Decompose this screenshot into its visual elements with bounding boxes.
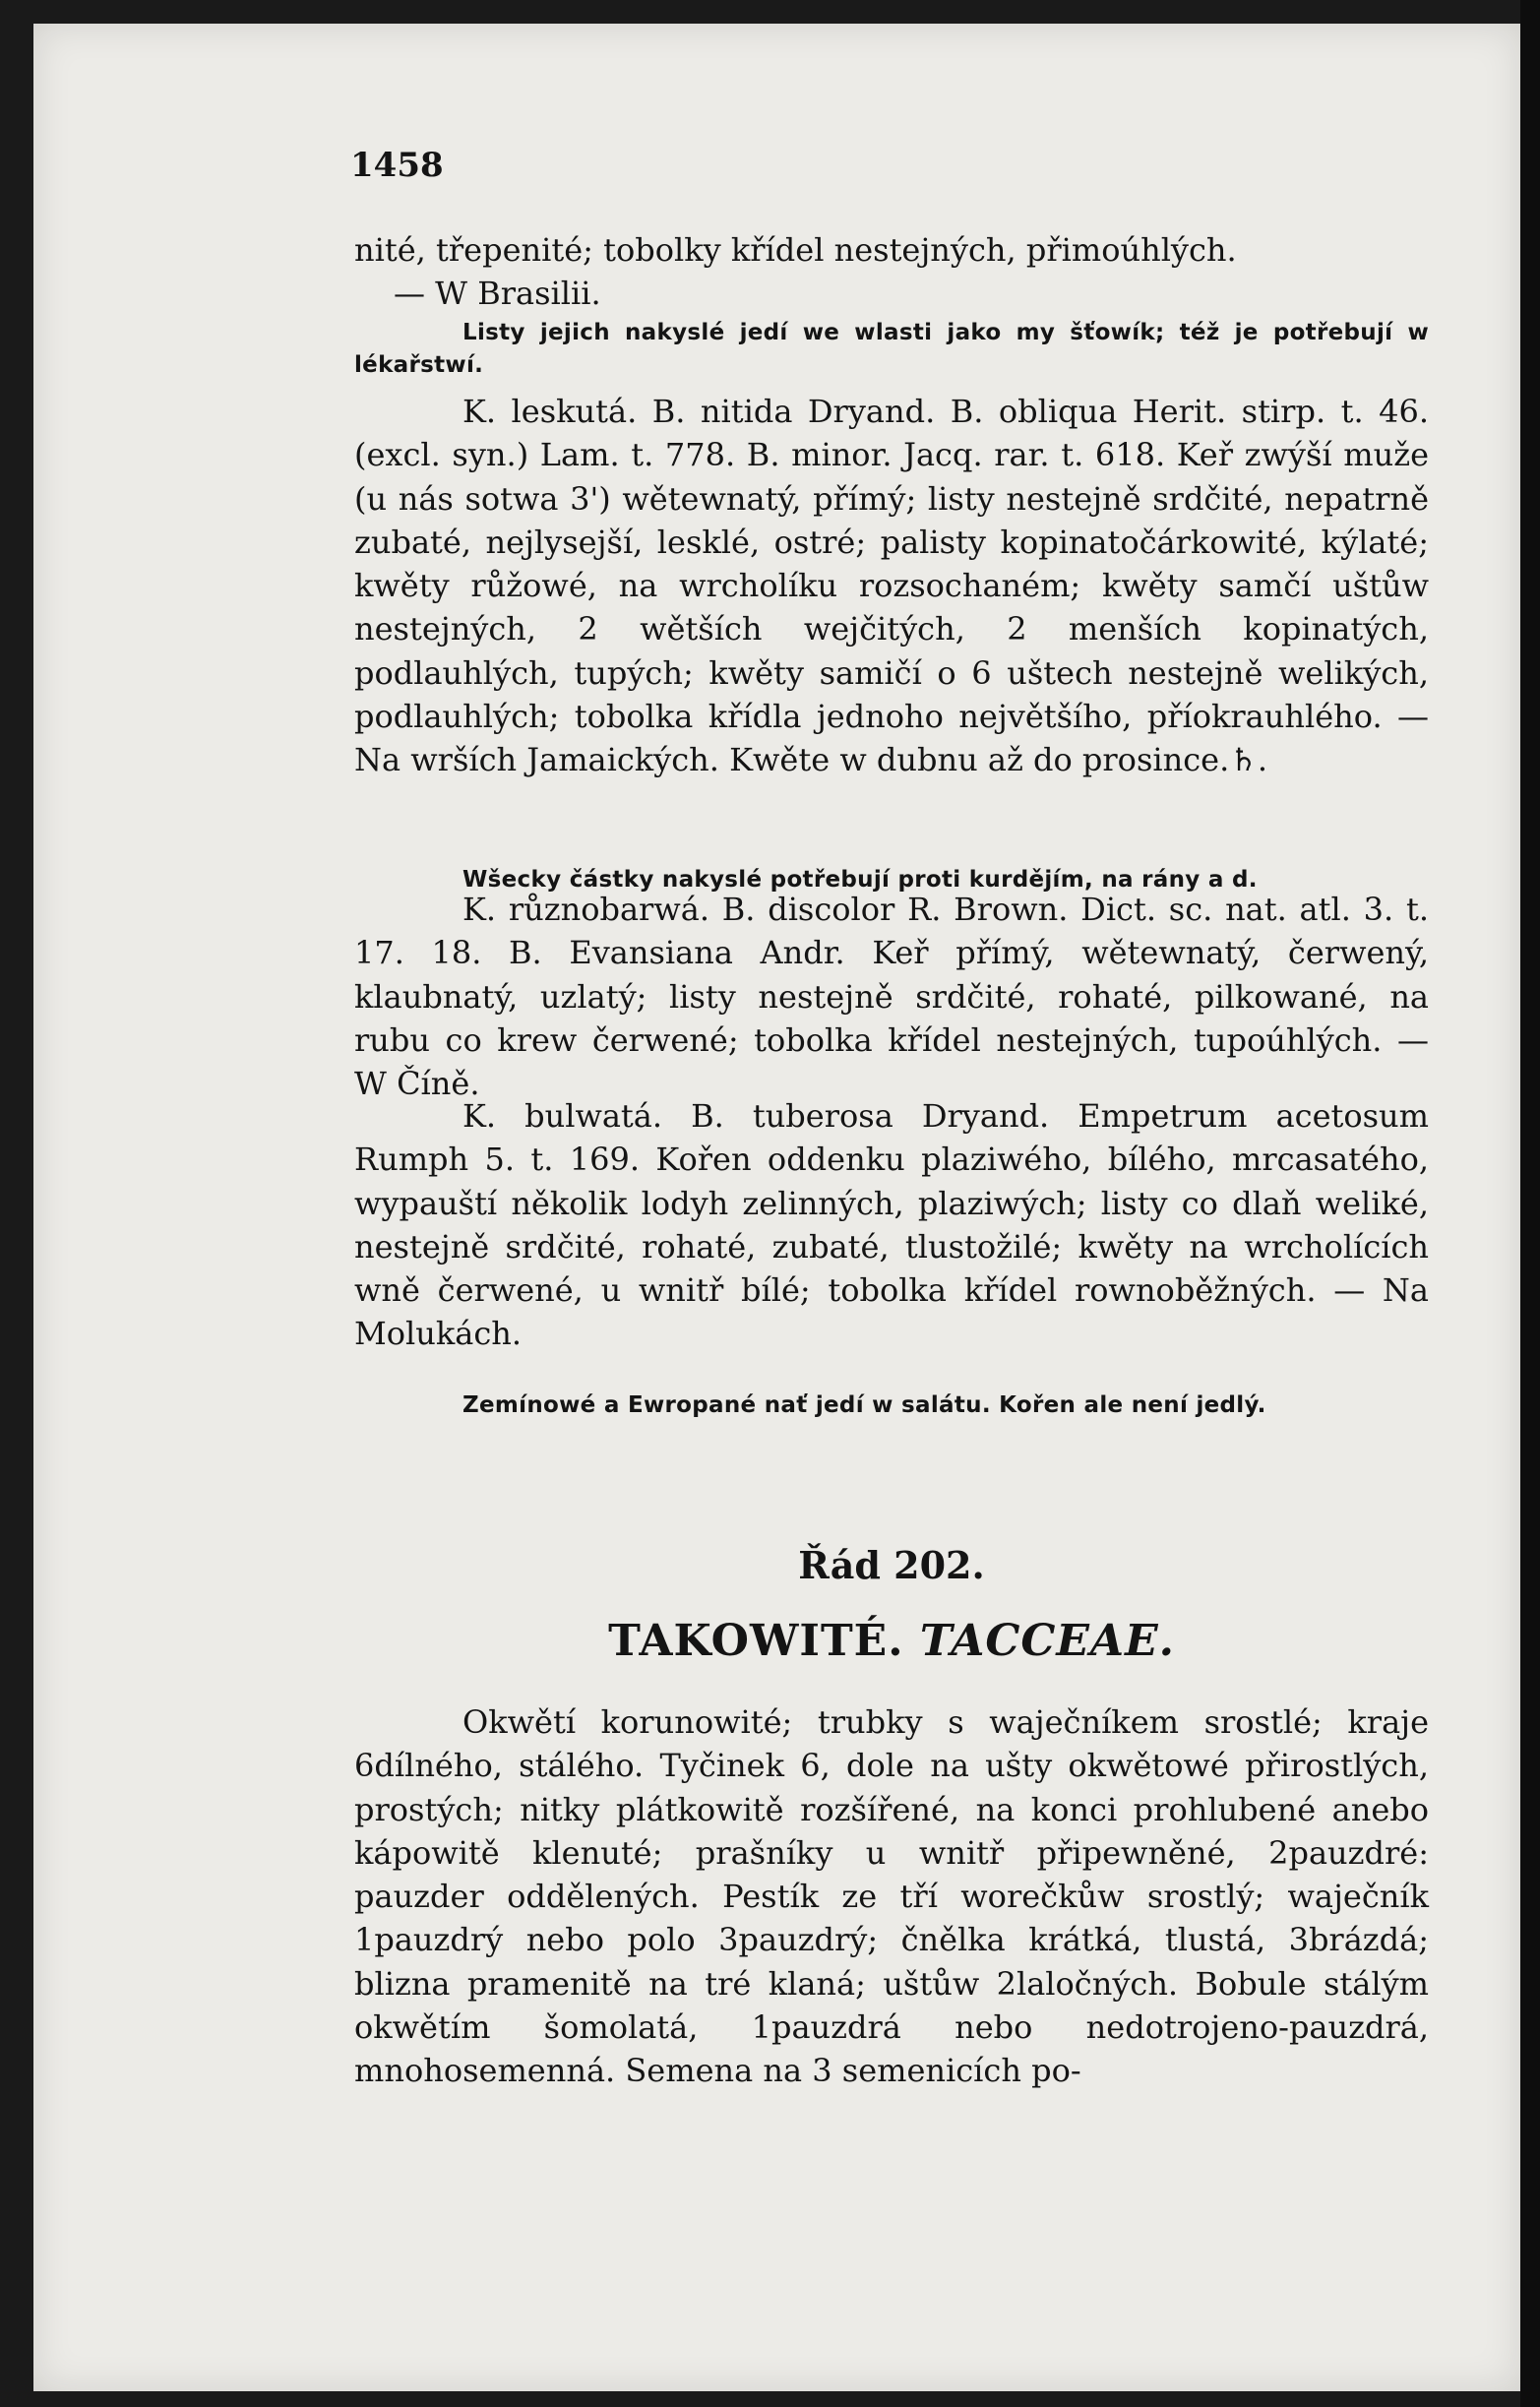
scan-edge [1520, 0, 1540, 2407]
species-description: K. leskutá. B. nitida Dryand. B. obliqua Herit. stirp. t. 46. (excl. syn.) Lam. t. 778. B. minor. Jacq. rar. t. 618. Keř zwýší muže (u nás sotwa 3') wětewnatý, přímý; listy nestejně srdčité, nepatrně zubaté, nejlysejší, lesklé, ostré; palisty kopinatočárkowité, kýlaté; kwěty růžowé, na wrcholíku rozsochaném; kwěty samčí uštůw nestejných, 2 wětších wejčitých, 2 menších kopinatých, podlauhlých, tupých; kwěty samičí o 6 uštech nestejně welikých, podlauhlých; tobolka křídla jednoho největšího, příokrauhlého. — Na wrších Jamaických. Kwěte w dubnu až do prosince.♄. [354, 393, 1429, 779]
species-bulwata [354, 1094, 1429, 1356]
note-text: Listy jejich nakyslé jedí we wlasti jako my šťowík; též je potřebují w lékařstwí. [354, 320, 1429, 378]
family-name-latin: TACCEAE. [919, 1616, 1175, 1666]
note-1 [354, 317, 1429, 382]
text-block-1 [354, 228, 1429, 316]
note-text: Wšecky částky nakyslé potřebují proti kurdějím, na rány a d. [462, 867, 1258, 893]
continuation-line: nité, třepenité; tobolky křídel nestejných, přimoúhlých. [354, 231, 1237, 269]
family-name-czech: TAKOWITÉ. [608, 1616, 904, 1666]
family-description-text: Okwětí korunowité; trubky s waječníkem srostlé; kraje 6dílného, stálého. Tyčinek 6, dole na ušty okwětowé přirostlých, prostých; nitky plátkowitě rozšířené, na konci prohlubené anebo kápowitě klenuté; prašníky u wnitř připewněné, 2pauzdré: pauzder oddělených. Pestík ze tří worečkůw srostlý; waječník 1pauzdrý nebo polo 3pauzdrý; čnělka krátká, tlustá, 3brázdá; blizna pramenitě na tré klaná; uštůw 2laločných. Bobule stálým okwětím šomolatá, 1pauzdrá nebo nedotrojeno-pauzdrá, mnohosemenná. Semena na 3 semenicích po- [354, 1703, 1429, 2090]
species-leskuta [354, 390, 1429, 782]
location-line: — W Brasilii. [394, 275, 601, 313]
family-description [354, 1700, 1429, 2093]
species-ruznobarwa [354, 888, 1429, 1105]
note-text: Zemínowé a Ewropané nať jedí w salátu. Kořen ale není jedlý. [462, 1392, 1266, 1418]
species-description: K. různobarwá. B. discolor R. Brown. Dict. sc. nat. atl. 3. t. 17. 18. B. Evansiana Andr. Keř přímý, wětewnatý, čerwený, klaubnatý, uzlatý; listy nestejně srdčité, rohaté, pilkowané, na rubu co krew čerwené; tobolka křídel nestejných, tupoúhlých. — W Číně. [354, 891, 1429, 1103]
page-number: 1458 [350, 146, 444, 185]
note-3 [354, 1389, 1429, 1422]
species-description: K. bulwatá. B. tuberosa Dryand. Empetrum acetosum Rumph 5. t. 169. Kořen oddenku plaziwého, bílého, mrcasatého, wypauští několik lodyh zelinných, plaziwých; listy co dlaň weliké, nestejně srdčité, rohaté, zubaté, tlustožilé; kwěty na wrcholících wně čerwené, u wnitř bílé; tobolka křídel rownoběžných. — Na Molukách. [354, 1097, 1429, 1353]
family-heading [354, 1616, 1429, 1666]
order-heading: Řád 202. [798, 1543, 985, 1587]
